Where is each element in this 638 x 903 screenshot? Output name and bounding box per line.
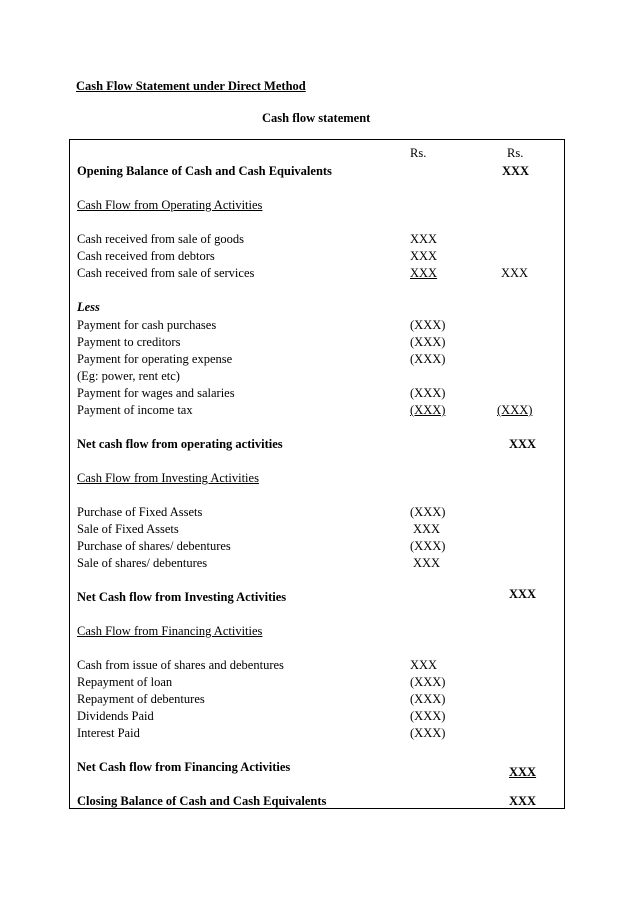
financing-item-label: Interest Paid	[77, 726, 140, 740]
financing-item-label: Repayment of loan	[77, 675, 173, 689]
investing-item-label: Sale of Fixed Assets	[77, 522, 179, 536]
operating-payment-amount: (XXX)	[410, 352, 446, 366]
operating-payment-amount: (XXX)	[410, 318, 446, 332]
closing-balance-value: XXX	[509, 794, 537, 808]
statement-title: Cash flow statement	[262, 111, 371, 125]
operating-payment-label: Payment for cash purchases	[77, 318, 217, 332]
financing-item-amount: XXX	[410, 658, 438, 672]
investing-net-value: XXX	[509, 587, 537, 601]
investing-section-heading: Cash Flow from Investing Activities	[77, 471, 259, 485]
opening-balance-label: Opening Balance of Cash and Cash Equivalents	[77, 164, 332, 178]
operating-receipt-label: Cash received from debtors	[77, 249, 215, 263]
opening-balance-value: XXX	[502, 164, 530, 178]
operating-receipts-total: XXX	[501, 266, 529, 280]
investing-item-amount: (XXX)	[410, 505, 446, 519]
operating-payment-label: Payment to creditors	[77, 335, 181, 349]
column-header-rs-1: Rs.	[410, 146, 427, 160]
operating-net-label: Net cash flow from operating activities	[77, 437, 283, 451]
investing-item-label: Purchase of shares/ debentures	[77, 539, 231, 553]
financing-item-label: Repayment of debentures	[77, 692, 205, 706]
financing-item-amount: (XXX)	[410, 726, 446, 740]
operating-payment-amount: (XXX)	[410, 403, 446, 417]
financing-item-amount: (XXX)	[410, 675, 446, 689]
investing-item-amount: XXX	[413, 556, 441, 570]
operating-payment-label: Payment for operating expense	[77, 352, 233, 366]
financing-net-label: Net Cash flow from Financing Activities	[77, 760, 291, 774]
column-header-rs-2: Rs.	[507, 146, 524, 160]
investing-net-label: Net Cash flow from Investing Activities	[77, 590, 287, 604]
operating-receipt-amount: XXX	[410, 249, 438, 263]
financing-item-amount: (XXX)	[410, 709, 446, 723]
operating-receipt-amount: XXX	[410, 266, 438, 280]
financing-net-value: XXX	[509, 765, 537, 779]
operating-payment-label: Payment of income tax	[77, 403, 193, 417]
operating-payment-label: Payment for wages and salaries	[77, 386, 235, 400]
financing-item-label: Cash from issue of shares and debentures	[77, 658, 284, 672]
document-heading: Cash Flow Statement under Direct Method	[76, 79, 306, 93]
investing-item-label: Sale of shares/ debentures	[77, 556, 208, 570]
operating-receipt-label: Cash received from sale of services	[77, 266, 255, 280]
investing-item-amount: XXX	[413, 522, 441, 536]
operating-receipt-label: Cash received from sale of goods	[77, 232, 244, 246]
operating-payment-note: (Eg: power, rent etc)	[77, 369, 180, 383]
closing-balance-label: Closing Balance of Cash and Cash Equivalents	[77, 794, 327, 808]
less-label: Less	[77, 300, 100, 314]
operating-section-heading: Cash Flow from Operating Activities	[77, 198, 263, 212]
financing-item-label: Dividends Paid	[77, 709, 154, 723]
financing-item-amount: (XXX)	[410, 692, 446, 706]
operating-net-value: XXX	[509, 437, 537, 451]
investing-item-label: Purchase of Fixed Assets	[77, 505, 203, 519]
operating-receipt-amount: XXX	[410, 232, 438, 246]
operating-payments-total: (XXX)	[497, 403, 533, 417]
operating-payment-amount: (XXX)	[410, 386, 446, 400]
financing-section-heading: Cash Flow from Financing Activities	[77, 624, 263, 638]
operating-payment-amount: (XXX)	[410, 335, 446, 349]
investing-item-amount: (XXX)	[410, 539, 446, 553]
